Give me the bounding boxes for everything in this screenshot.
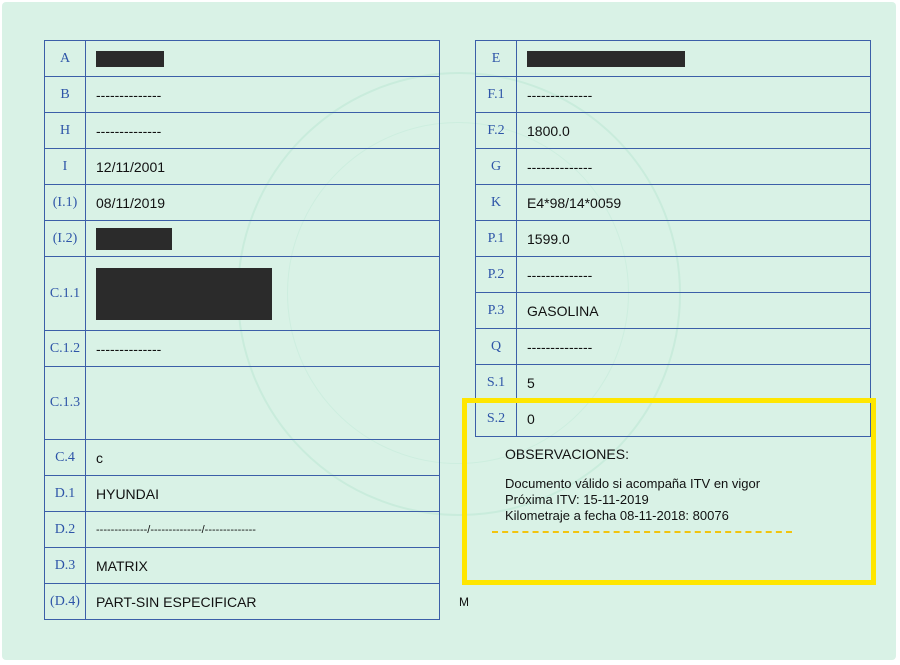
field-code: (D.4) [45,584,86,620]
table-row [476,77,871,113]
field-value: 0 [517,401,871,437]
table-row [45,149,440,185]
table-row [476,329,871,365]
stray-mark: M [459,595,469,609]
field-value: -------------- [517,257,871,293]
field-code: P.1 [476,221,517,257]
table-row [476,41,871,77]
field-value: 1800.0 [517,113,871,149]
field-value: HYUNDAI [86,476,440,512]
field-value: -------------- [517,149,871,185]
left-field-table [44,40,440,620]
table-row [45,257,440,331]
table-row [45,584,440,620]
field-value: -------------- [86,113,440,149]
field-value [517,41,871,77]
table-row [476,365,871,401]
field-value [86,257,440,331]
field-code: S.2 [476,401,517,437]
observation-line: Documento válido si acompaña ITV en vigor [505,476,761,491]
field-value: 08/11/2019 [86,185,440,221]
highlight-box [462,398,876,585]
right-field-table [475,40,871,437]
field-value [86,41,440,77]
field-value: -------------- [86,331,440,367]
field-value: E4*98/14*0059 [517,185,871,221]
field-code: C.1.1 [45,257,86,331]
table-row [45,476,440,512]
field-code: A [45,41,86,77]
table-row [45,113,440,149]
table-row [45,41,440,77]
field-code: D.2 [45,512,86,548]
field-value [86,367,440,440]
observation-line: Kilometraje a fecha 08-11-2018: 80076 [505,508,729,523]
field-value: MATRIX [86,548,440,584]
field-code: E [476,41,517,77]
field-value: -------------- [517,329,871,365]
field-value: c [86,440,440,476]
field-code: P.3 [476,293,517,329]
field-value: PART-SIN ESPECIFICAR [86,584,440,620]
field-value: 1599.0 [517,221,871,257]
redaction-bar [96,268,272,320]
field-code: D.3 [45,548,86,584]
table-row [476,113,871,149]
table-row [476,257,871,293]
table-row [45,77,440,113]
table-row [45,548,440,584]
table-row [476,293,871,329]
field-value: 12/11/2001 [86,149,440,185]
field-value [86,221,440,257]
table-row [45,440,440,476]
redaction-bar [96,228,172,250]
observation-line: Próxima ITV: 15-11-2019 [505,492,649,507]
field-value: -------------- [517,77,871,113]
field-code: P.2 [476,257,517,293]
table-row [45,185,440,221]
field-code: H [45,113,86,149]
field-code: C.1.3 [45,367,86,440]
field-code: (I.1) [45,185,86,221]
field-code: D.1 [45,476,86,512]
field-code: G [476,149,517,185]
table-row [45,367,440,440]
field-code: I [45,149,86,185]
field-code: F.2 [476,113,517,149]
observations-heading: OBSERVACIONES: [505,446,629,462]
table-row [476,149,871,185]
field-code: S.1 [476,365,517,401]
field-code: (I.2) [45,221,86,257]
table-row [45,221,440,257]
field-code: C.1.2 [45,331,86,367]
field-code: B [45,77,86,113]
field-code: F.1 [476,77,517,113]
field-value: -------------- [86,77,440,113]
field-value: GASOLINA [517,293,871,329]
field-value: --------------/--------------/-------------- [86,512,440,548]
table-row [476,185,871,221]
field-value: 5 [517,365,871,401]
field-code: Q [476,329,517,365]
field-code: C.4 [45,440,86,476]
table-row [45,331,440,367]
table-row [45,512,440,548]
table-row [476,221,871,257]
redaction-bar [96,51,164,67]
redaction-bar [527,51,685,67]
field-code: K [476,185,517,221]
